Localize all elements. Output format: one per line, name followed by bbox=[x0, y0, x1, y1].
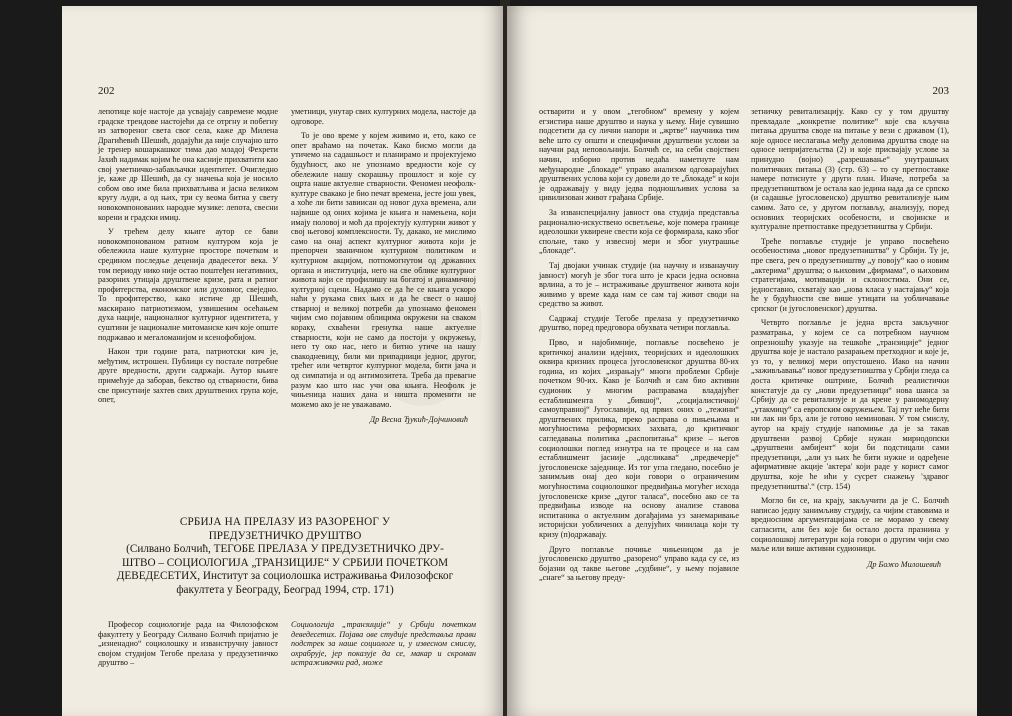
heading-title: СРБИЈА НА ПРЕЛАЗУ ИЗ РАЗОРЕНОГ У bbox=[179, 516, 391, 528]
paragraph: Тај двојаки учинак студије (на научну и изванаучну јавност) могућ је због тога што је краси једна основна врлина, а то је – истраживање друштвеног живота који живимо у време када нам се сам тај живот своди на средство за живот. bbox=[539, 260, 739, 309]
right-column-1 bbox=[539, 107, 739, 583]
left-column-1 bbox=[98, 107, 278, 405]
paragraph: Четврто поглавље је једна врста закључног разматрања, у којем се са потребном научном опрезношћу указује на тешкоће „транзиције“ једног друштва које је настало разарањем претходног и које је, уз то, у великој мери опустошено. Иако на начин „заживљавања“ новог предузетништва у Србији гледа са доста критичке оштрине, Болчић реалистички констатује да су „нови предузетници“ нова шанса за Србију да се ревитализује и да крене у раномодерну „утакмицу“ са европским окружењем. Тај пут неће бити ни лак ни брз, али је готово неминован. У том смислу, аутор на крају студије напомиње да је за такав друштвени развој Србије нужан мирнодопски „друштвени амбијент“ који би подстицали сами предузетници, „али уз њих ће бити нужне и одређене афирмативне акције 'актера' који раде у корист самог друштва, које ће ићи у сусрет снажењу 'здравог предузетништва'.“ (стр. 154) bbox=[751, 318, 949, 491]
heading-citation: ДЕВЕДЕСЕТИХ, Институт за социолошка истраживања Филозофског bbox=[116, 570, 454, 583]
paragraph: зетничку ревитализацију. Како су у том друштву превладале „конкретне политике“ које сва кључна питања друштва своде на питање у вези с државом (1), које односе неслагања међу деловима друштва своде на односе непријатељства (2) и које присвајају услове за принудно (војно) „разрешавање“ унутрашњих политичких питања (3) (стр. 63) – то су претпоставке намере потиснуте у други план. Иначе, потреба за предузетништвом је остала као једина нада да се српско (и садашње југословенско) друштво ревитализује њим самим. Зато се, у другом поглављу, анализују, поред основних теоријских особености, и својинске и културалне претпоставке предузетништва у Србији. bbox=[751, 107, 949, 232]
paragraph: То је ово време у којем живимо и, ето, како се опет враћамо на почетак. Како бисмо могли да утичемо на садашњост и планирамо и пројектујемо будућност, ако не упознамо вредности које су обележиле нашу скорашњу прошлост и које су оцрта наше актуелне стварности. Феномен неофолк-културе свакако је био печат времена, јесте још увек, а хоће ли бити завиисан од новог духа времена, али највише од оних којима је књига и намењена, који имају половој и моћ да пројектују културни живот у свој његовој комплексности. Ту, дакако, не мислимо само на онај аспект културног живота који је препорчен званичном културном политиком и културном акцијом, потпомогнутом од државних органа и институција, него на све облике културног живота који се профилишу на богатој и динамичној културној сцени. Надамо се да ће се књига ускоро наћи у рукама свих њих и да ће свест о нашој стварној и великој потреби да упознамо феномен чијим смо појавним облицима окружени на сваком кораку, схваћени гренутка наше актуелне стварности, који не само да постоји у окружењу, него ту око нас, него и битно утиче на нашу свакодневицу, били ми припадници једног, другог, трећег или четвртог културног модела, бити јача и од симпатија и од антимозитета. Треба да превагне разум као што нас учи ова књига. Неофолк је чињеница наших дана и ништа променити не можемо ако је не уважавамо. bbox=[291, 131, 476, 409]
signature: Др Весна Ђукић-Дојчиновић bbox=[369, 415, 468, 425]
review-heading bbox=[90, 516, 480, 598]
left-column-2 bbox=[291, 107, 476, 425]
paragraph: Могло би се, на крају, закључити да је С. Болчић написао једну занимљиву студију, са чијим ставовима и вредносним аргументацијама се не морамо у свему сагласити, али без које би остало доста празнина у социолошкој литератури која говори о другим чији смо маље или више активни судионици. bbox=[751, 496, 949, 554]
paragraph: За изванспецијалну јавност ова студија представља рационално-искуствено осветљење, које помера границе идеолошки уквирене свести која се формирала, како због спољне, тако у извесној мери и због унутрашње „блокаде“. bbox=[539, 207, 739, 256]
paragraph: Професор социологије рада на Филозофском факултету у Београду Силвано Болчић пријатно је „изненадио“ социолошку и изванстручну јавност својом студијом Тегобе прелаза у предузетничко друштво – bbox=[98, 620, 278, 668]
paragraph: Прво, и најобимније, поглавље посвећено је критичкој анализи идејних, теоријских и идеолошких оквира кризних процеса југословенског друштва 80-их година, из којих „израњају“ многи проблеми Србије почетком 90-их. Како је Болчић и сам био активни судионик у многим расправама владајућег естаблишмента у „бившој“, „социјалистичкој/самоуправној“ Југославији, од првих оних о „тежини“ друштвених прилика, преко расправа о пињењима и могућностима реформских захвата, до критичког сагледавања политика „распопитања“ кризе – његов социолошки поглед изнутра на те процесе и на сам естаблишмент јасније „одсликава“ „предвечерје“ југословенске заједнице. Из тог угла гледано, посебно је занимљив онај део који говори о ограниченим могућностима социолошког предвиђања могућег исхода југословенске кризе „дугог таласа“, посебно ако се та предвиђања изводе на основу анализе ставова испитаника о актуелним догађајима уз занемаривање историјски уобличених а делујућих чинилаца који ту кризу (п)одржавају. bbox=[539, 338, 739, 539]
paragraph: Друго поглавље почиње чињеницом да је југословенско друштво „разорено“ управо када су се, из бојазни од такве његове „судбине“, у њему појавиле „снаге“ за његову преду- bbox=[539, 544, 739, 583]
paragraph: Након три године рата, патриотски кич је, међутим, истрошен. Публици су постале потребне друге вредности, други садржаји. Аутор књиге примећује да заборав, бекство од стварности, бива све присутније захтев свих друштвених група које, опет, bbox=[98, 347, 278, 405]
heading-citation: (Силвано Болчић, ТЕГОБЕ ПРЕЛАЗА У ПРЕДУЗЕТНИЧКО ДРУ- bbox=[126, 543, 444, 556]
paragraph: остварити и у овом „тегобном“ времену у којем егзистира наше друштво и наука у њему. Није сувишно подсетити да су лични напори и „жртве“ научника тим веће што су општи и специфични друштвени услови за научни рад неповољнији. Болчић се, на себи својствен начин, изборио против недаћа наметнуте нам међународне „блокаде“ управо анализом одговарајућих друштвених услова који су довели до те „блокаде“ и који је одражавају у виду једва подношљивих услова за цивилизован живот грађана Србије. bbox=[539, 107, 739, 203]
left-bottom-column-1 bbox=[98, 620, 278, 668]
page-number-left: 202 bbox=[98, 85, 115, 97]
paragraph: Треће поглавље студије је управо посвећено особеностима „новог предузетништва“ у Србији. Ту је, пре свега, реч о предузетништву „у повоју“ као о новим „актерима“ друштва; о њиховим „фирмама“, о њиховим стратегијама, мотивацији и склоностима. Они се, једноставно, схватају као „нова класа у настајању“ која ће у будућности све више утицати на уобличавање српског (и југословенског) друштва. bbox=[751, 236, 949, 313]
heading-title: ПРЕДУЗЕТНИЧКО ДРУШТВО bbox=[208, 529, 362, 542]
page-number-right: 203 bbox=[932, 85, 949, 97]
signature: Др Божо Милошевић bbox=[867, 559, 941, 569]
heading-citation: ШТВО – СОЦИОЛОГИЈА „ТРАНЗИЦИЈЕ“ У СРБИЈИ ПОЧЕТКОМ bbox=[121, 556, 449, 569]
left-page bbox=[62, 6, 503, 716]
heading-citation: факултета у Београду, Београд 1994, стр. 171) bbox=[176, 583, 394, 596]
right-page bbox=[507, 6, 977, 716]
paragraph: Садржај студије Тегобе прелаза у предузетничко друштво, поред предговора обухвата четири поглавља. bbox=[539, 313, 739, 333]
left-bottom-column-2 bbox=[291, 620, 476, 668]
paragraph: Социологија „транзиције“ у Србији почетком деведесетих. Појава ове студије представља прави подстрек за наше социологе и, у извесном смислу, охрабрује, јер показује да се, макар и скроман истраживачки рад, може bbox=[291, 620, 476, 668]
paragraph: У трећем делу књиге аутор се бави новокомпонованом ратном културом која је обележила наше културне просторе почетком и средином последње деценија двадесетог века. У том периоду нико није остао поштеђен негативних, разорних утицаја друштвене кризе, рата и ратног профитерства, економског или духовног, свеједно. То профитерство, како истиче др Шешић, маскирано патриотизмом, узвишеним осећањем духа нације, националног културног идентитета, у суштини је националне митоманске кич које опште подржавао и мегаломанијом и ксенофобијом. bbox=[98, 227, 278, 342]
paragraph: уметници, унутар свих културних модела, настоје да одговоре. bbox=[291, 107, 476, 126]
right-column-2 bbox=[751, 107, 949, 569]
paragraph: лепотице које настоје да усвајају савремене модне градске трендове настојећи да се отргну и побегну из затвореног света свог села, каже др Милена Драгићевић Шешић, додајући да није случајно што је тренер кошаркашког тима дао младој Фехрети Јахић надимак којим ће она касније прихватити као свој уметничко-забављачки идентитет. Очигледно је, каже др Шешић, да су значења која је носило собом ово име била прихватљива и јасна великом кругу људи, а од њих, три су веома битна у свету новокомпонованих народне музике: лепота, свесни корени и градски имиџ. bbox=[98, 107, 278, 222]
